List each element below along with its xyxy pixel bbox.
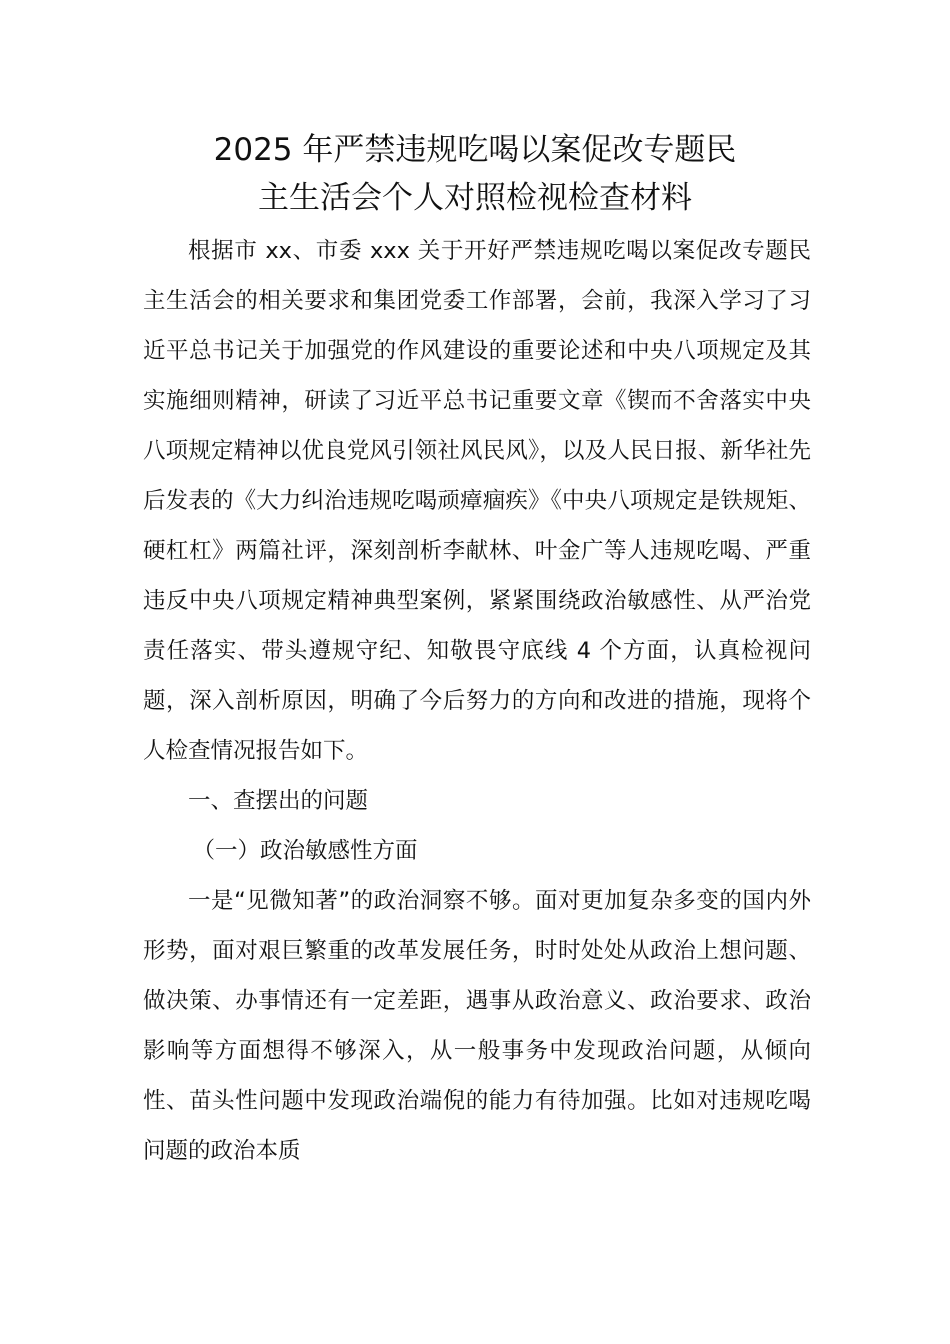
- document-body: [143, 226, 811, 1176]
- subsection-heading-political-sensitivity: （一）政治敏感性方面: [192, 838, 418, 864]
- document-title-line-2: 主生活会个人对照检视检查材料: [258, 180, 692, 216]
- document-title: [140, 126, 810, 222]
- document-title-line-1: 2025 年严禁违规吃喝以案促改专题民: [213, 132, 737, 168]
- point-paragraph-1: 一是“见微知著”的政治洞察不够。面对更加复杂多变的国内外形势，面对艰巨繁重的改革发展任务，时时处处从政治上想问题、做决策、办事情还有一定差距，遇事从政治意义、政治要求、政治影响等方面想得不够深入，从一般事务中发现政治问题，从倾向性、苗头性问题中发现政治端倪的能力有待加强。比如对违规吃喝问题的政治本质: [143, 888, 811, 1164]
- intro-paragraph: 根据市 xx、市委 xxx 关于开好严禁违规吃喝以案促改专题民主生活会的相关要求和集团党委工作部署，会前，我深入学习了习近平总书记关于加强党的作风建设的重要论述和中央八项规定及其实施细则精神，研读了习近平总书记重要文章《锲而不舍落实中央八项规定精神以优良党风引领社风民风》，以及人民日报、新华社先后发表的《大力纠治违规吃喝顽瘴痼疾》《中央八项规定是铁规矩、硬杠杠》两篇社评，深刻剖析李献林、叶金广等人违规吃喝、严重违反中央八项规定精神典型案例，紧紧围绕政治敏感性、从严治党责任落实、带头遵规守纪、知敬畏守底线 4 个方面，认真检视问题，深入剖析原因，明确了今后努力的方向和改进的措施，现将个人检查情况报告如下。: [143, 238, 811, 764]
- section-heading-problems: 一、查摆出的问题: [188, 788, 369, 814]
